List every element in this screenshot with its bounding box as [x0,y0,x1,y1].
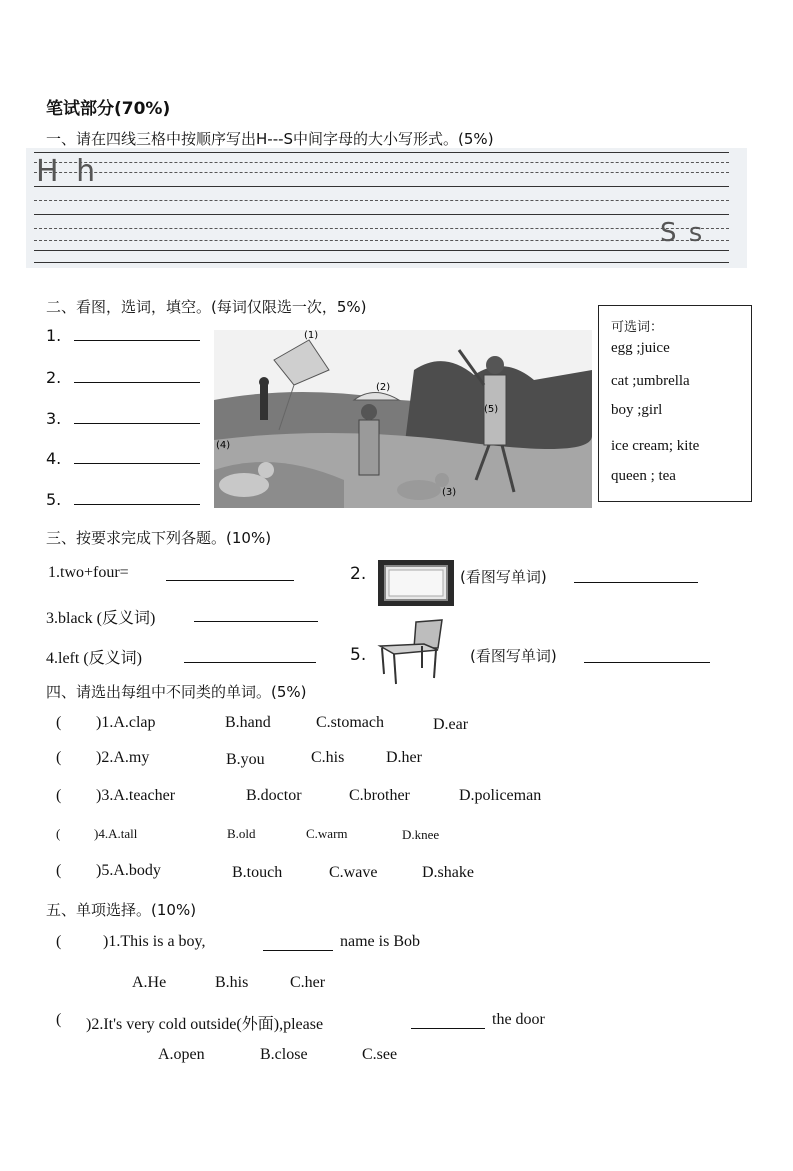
handwritten-end-letters: S s [660,218,705,248]
s3-question-4: 4.left (反义词) [46,650,142,667]
scene-photo [214,330,592,508]
s3-q1-answer-blank[interactable] [166,566,294,581]
option-b: B.hand [225,714,271,731]
option-a: )4.A.tall [94,826,138,841]
s3-question-1: 1.two+four= [48,564,129,581]
item-number: 4. [46,449,62,468]
four-line-grid[interactable] [26,148,747,268]
word-box-line-1: egg ;juice [611,340,670,356]
option-b: B.touch [232,864,283,881]
picture-item-2 [46,368,200,387]
picture-item-5 [46,490,200,509]
s5-q1-option-c: C.her [290,974,326,991]
s3-q2-answer-blank[interactable] [574,568,698,583]
item-number: 5. [46,490,62,509]
option-b: B.doctor [246,787,302,804]
s3-question-5-number: 5. [350,645,367,665]
picture-item-4 [46,449,200,468]
option-d: D.policeman [459,787,542,804]
s5-q1-bracket[interactable]: ( [56,933,62,950]
answer-bracket[interactable]: ( [56,862,62,879]
word-choice-box [598,305,752,502]
item-number: 3. [46,409,62,428]
marker-2: (2) [376,382,391,393]
option-c: C.warm [306,826,348,841]
s3-q4-answer-blank[interactable] [184,648,316,663]
section-4-heading: 四、请选出每组中不同类的单词。(5%) [46,683,307,701]
picture-item-3 [46,409,200,428]
option-b: B.you [226,751,265,768]
option-a: )5.A.body [96,862,161,879]
option-d: D.knee [402,827,440,842]
s5-question-2: )2.It's very cold outside(外面),please [86,1016,324,1033]
answer-bracket[interactable]: ( [56,787,62,804]
picture-item-1 [46,326,200,345]
marker-1: (1) [304,330,319,341]
word-box-title: 可选词： [611,319,664,334]
s5-question-2-tail: the door [492,1011,545,1028]
s3-q3-answer-blank[interactable] [194,607,318,622]
word-box-line-3: boy ;girl [611,402,663,418]
s3-q5-hint: (看图写单词) [470,647,557,665]
option-c: C.wave [329,864,378,881]
section-3-heading: 三、按要求完成下列各题。(10%) [46,529,272,547]
item-number: 1. [46,326,62,345]
item-number: 2. [46,368,62,387]
option-c: C.stomach [316,714,384,731]
section-2-heading: 二、看图，选词，填空。(每词仅限选一次，5%) [46,298,367,316]
option-a: )3.A.teacher [96,787,176,804]
s3-q2-hint: (看图写单词) [460,568,547,586]
answer-blank[interactable] [74,449,200,464]
section-1-heading: 一、请在四线三格中按顺序写出H---S中间字母的大小写形式。(5%) [46,130,494,148]
option-a: )2.A.my [96,749,150,766]
s5-question-1-tail: name is Bob [340,933,420,950]
s5-q2-bracket[interactable]: ( [56,1011,62,1028]
s3-question-3: 3.black (反义词) [46,610,156,627]
option-d: D.ear [433,716,469,733]
answer-bracket[interactable]: ( [56,714,62,731]
answer-blank[interactable] [74,326,200,341]
option-a: )1.A.clap [96,714,156,731]
window-picture [378,560,454,606]
option-b: B.old [227,826,256,841]
option-c: C.his [311,749,345,766]
answer-blank[interactable] [74,490,200,505]
s5-q1-blank[interactable] [263,936,333,951]
s5-q2-option-c: C.see [362,1046,398,1063]
marker-3: (3) [442,487,457,498]
s5-q2-option-b: B.close [260,1046,308,1063]
marker-5: (5) [484,404,499,415]
marker-4: (4) [216,440,231,451]
answer-blank[interactable] [74,409,200,424]
s5-q1-option-a: A.He [132,974,167,991]
word-box-line-2: cat ;umbrella [611,373,690,389]
s3-q5-answer-blank[interactable] [584,648,710,663]
chair-icon [376,618,448,686]
option-d: D.her [386,749,422,766]
answer-bracket[interactable]: ( [56,749,62,766]
s5-q2-blank[interactable] [411,1014,485,1029]
word-box-line-4: ice cream; kite [611,438,700,454]
s3-question-2-number: 2. [350,564,367,584]
option-d: D.shake [422,864,474,881]
word-box-line-5: queen ; tea [611,468,676,484]
window-icon [378,560,454,606]
section-5-heading: 五、单项选择。(10%) [46,901,197,919]
s5-q2-option-a: A.open [158,1046,205,1063]
chair-picture [376,618,448,686]
handwritten-start-letters: H h [36,154,100,189]
scene-illustration [214,330,592,508]
page-title: 笔试部分(70%) [46,99,171,119]
s5-q1-option-b: B.his [215,974,249,991]
answer-blank[interactable] [74,368,200,383]
option-c: C.brother [349,787,410,804]
answer-bracket[interactable]: ( [56,826,61,841]
s5-question-1: )1.This is a boy, [103,933,206,950]
